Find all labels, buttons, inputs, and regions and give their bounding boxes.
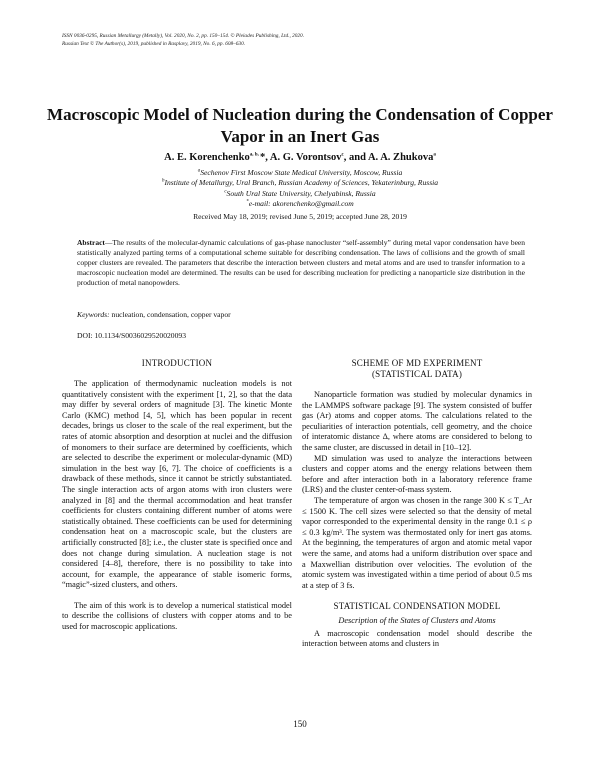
affiliations: [40, 168, 560, 210]
section-heading-condensation-model: STATISTICAL CONDENSATION MODEL: [333, 601, 501, 612]
section-heading-md-line-1: SCHEME OF MD EXPERIMENT: [351, 358, 483, 368]
keywords-label: Keywords:: [77, 310, 110, 319]
author-2: , A. G. Vorontsov: [265, 152, 342, 163]
affiliation-a: [40, 168, 560, 178]
corresponding-mark: *: [260, 152, 266, 163]
journal-header-line-2: Russian Text © The Author(s), 2019, published in Rasplavy, 2019, No. 6, pp. 608–630.: [62, 41, 246, 47]
journal-header: [62, 32, 304, 48]
affiliation-a-sup: a: [197, 168, 201, 174]
doi: DOI: 10.1134/S0036029520020093: [77, 331, 186, 340]
affiliation-c-text: South Ural State University, Chelyabinsk, Russia: [226, 188, 376, 198]
received-dates: Received May 18, 2019; revised June 5, 2019; accepted June 28, 2019: [193, 212, 407, 221]
affiliation-email: [40, 199, 560, 209]
paper-title: Macroscopic Model of Nucleation during the Condensation of Copper Vapor in an Inert Gas: [47, 105, 553, 146]
page-number: 150: [293, 719, 307, 729]
abstract-label: Abstract: [77, 238, 105, 247]
md-paragraph-1: Nanoparticle formation was studied by molecular dynamics in the LAMMPS software package [9]. The system consisted of buffer gas (Ar) atoms and copper atoms. The calculations related to the peculiarities of interaction potentials, cell geometry, and the choice of interatomic distance Δ, where atoms are considered to belong to the same cluster, are discussed in detail in [10–12].: [302, 390, 532, 452]
subsection-heading-states: Description of the States of Clusters and Atoms: [338, 616, 496, 626]
affiliation-email-text: e-mail: akorenchenko@gmail.com: [248, 199, 354, 209]
abstract: [77, 238, 525, 288]
keywords: [77, 310, 231, 319]
author-2-affil: c: [341, 152, 344, 158]
journal-header-line-1: ISSN 0036-0295, Russian Metallurgy (Metally), Vol. 2020, No. 2, pp. 150–154. © Pleiades Publishing, Ltd., 2020.: [62, 33, 305, 39]
md-paragraph-2: MD simulation was used to analyze the interactions between clusters and copper atoms and the energy relations between them before and after interaction both in a laboratory reference frame (LRS) and the cluster center-of-mass system.: [302, 453, 532, 495]
author-1-affil: a, b,: [249, 152, 261, 158]
author-3-affil: a: [433, 152, 436, 158]
md-paragraph-3: The temperature of argon was chosen in the range 300 K ≤ T_Ar ≤ 1500 K. The cell sizes were selected so that the density of metal vapor corresponded to the experimental density in the range 0.1 ≤ ρ ≤ 0.3 kg/m³. The system was thermostated only for inert gas atoms. At the beginning, the temperatures of argon and atomic metal vapor were the same, and atoms had a uniform distribution over space and a Maxwellian distribution over velocities. The evolution of the atomic system was investigated within a time period of about 0.5 ms at a step of 3 fs.: [302, 495, 532, 590]
section-heading-introduction: INTRODUCTION: [141, 358, 213, 368]
section-heading-md-line-2: (STATISTICAL DATA): [371, 369, 463, 379]
section-heading-md-experiment: [302, 358, 532, 380]
affiliation-c-sup: c: [224, 189, 227, 195]
affiliation-b-sup: b: [161, 178, 165, 184]
abstract-text: —The results of the molecular-dynamic calculations of gas-phase nanocluster “self-assembly” during metal vapor condensation have been statistically analyzed parting terms of a computational scheme suitable for describing condensation. The laws of collisions and the growth of small copper clusters are revealed. The parameters that describe the interaction between clusters and metal atoms and are used to transfer information to a macroscopic nucleation model are determined. The results can be used for describing nucleation for predicting a nanoparticle size distribution in the production of metal nanopowders.: [77, 238, 525, 287]
model-paragraph-1: A macroscopic condensation model should describe the interaction between atoms and clusters in: [302, 628, 532, 649]
affiliation-b: [40, 178, 560, 188]
affiliation-a-text: Sechenov First Moscow State Medical University, Moscow, Russia: [200, 168, 403, 177]
author-3: , and A. A. Zhukova: [343, 152, 434, 163]
right-column: [302, 358, 532, 650]
affiliation-b-text: Institute of Metallurgy, Ural Branch, Russian Academy of Sciences, Yekaterinburg, Russia: [164, 178, 439, 188]
keywords-text: nucleation, condensation, copper vapor: [109, 310, 231, 319]
intro-paragraph-2: The aim of this work is to develop a numerical statistical model to describe the collisions of clusters with copper atoms and to be used for macroscopic applications.: [62, 600, 292, 632]
author-1: A. E. Korenchenko: [164, 152, 250, 163]
affiliation-c: [40, 189, 560, 199]
author-list: [40, 152, 560, 163]
affiliation-email-sup: *: [246, 199, 249, 205]
intro-paragraph-1: The application of thermodynamic nucleation models is not quantitatively consistent with the experiment [1, 2], so that the data may differ by several orders of magnitude [3]. The kinetic Monte Carlo (KMC) method [4, 5], which has been popular in recent decades, brings us closer to the scale of the real experiment, but the rates of atomic absorption and desorption at nuclei and the diffusion of monomers to their surface are determined by coefficients, which are selected to describe the experiment or molecular-dynamic (MD) simulation in the best way [6, 7]. The choice of coefficients is a drawback of these methods, since it cannot be strictly substantiated. The single interaction acts of argon atoms with iron clusters were analyzed in [8] and the thermal accommodation and heat transfer coefficients for clusters containing different number of atoms were statistically obtained. These coefficients can be used for determining condensation heat on a macroscopic scale, but the clusters are artificially constructed [8]; i.e., the cluster state is specified once and does not change during simulation. A nucleation stage is not considered [4–8], therefore, there is no possibility to take into account, for example, the appearance of stable isomeric forms, “magic”-sized clusters, and others.: [62, 379, 292, 590]
left-column: [62, 358, 292, 633]
